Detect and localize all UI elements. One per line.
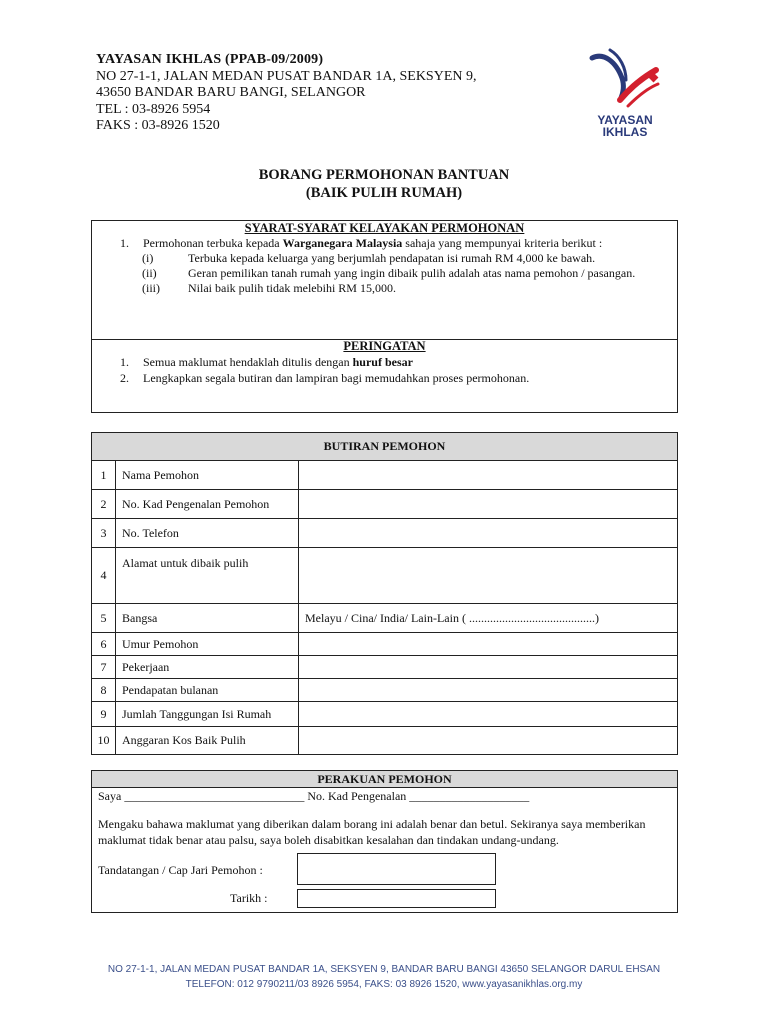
race-field[interactable]: Melayu / Cina/ India/ Lain-Lain ( ..........................................) [299, 604, 678, 633]
row-label: Umur Pemohon [116, 633, 299, 656]
row-number: 10 [92, 727, 116, 755]
monthly-income-field[interactable] [299, 679, 678, 702]
table-row [92, 604, 678, 633]
logo-text-line-2: IKHLAS [602, 125, 648, 139]
signature-label: Tandatangan / Cap Jari Pemohon : [98, 863, 263, 877]
address-line-2: 43650 BANDAR BARU BANGI, SELANGOR [96, 85, 366, 100]
row-label: Jumlah Tanggungan Isi Rumah [116, 702, 299, 727]
table-row [92, 519, 678, 548]
declaration-text-1: Mengaku bahawa maklumat yang diberikan dalam borang ini adalah benar dan betul. Sekiranya saya memberikan [98, 817, 646, 831]
eligibility-subitem: (ii) Geran pemilikan tanah rumah yang ingin dibaik pulih adalah atas nama pemohon / pasangan. [142, 266, 636, 280]
eligibility-subitem: (i) Terbuka kepada keluarga yang berjumlah pendapatan isi rumah RM 4,000 ke bawah. [142, 251, 596, 265]
header-block [96, 52, 476, 135]
row-number: 3 [92, 519, 116, 548]
row-label: Anggaran Kos Baik Pulih [116, 727, 299, 755]
row-label: Bangsa [116, 604, 299, 633]
address-line-1: NO 27-1-1, JALAN MEDAN PUSAT BANDAR 1A, SEKSYEN 9, [96, 68, 477, 84]
logo-text-line-1: YAYASAN [597, 113, 653, 127]
date-box[interactable] [297, 889, 496, 908]
row-number: 6 [92, 633, 116, 656]
applicant-details-heading: BUTIRAN PEMOHON [92, 433, 678, 461]
eligibility-item-1-number: 1. [120, 236, 129, 250]
row-number: 9 [92, 702, 116, 727]
row-label: No. Telefon [116, 519, 299, 548]
footer [0, 962, 768, 992]
repair-address-field[interactable] [299, 548, 678, 604]
form-title-line-1: BORANG PERMOHONAN BANTUAN [258, 167, 510, 183]
row-label: Pendapatan bulanan [116, 679, 299, 702]
eligibility-item-1: 1. Permohonan terbuka kepada Warganegara Malaysia sahaja yang mempunyai kriteria berikut : [120, 236, 603, 250]
household-dependents-field[interactable] [299, 702, 678, 727]
footer-contact: TELEFON: 012 9790211/03 8926 5954, FAKS: 03 8926 1520, www.yayasanikhlas.org.my [185, 979, 583, 990]
age-field[interactable] [299, 633, 678, 656]
eligibility-subitem: (iii) Nilai baik pulih tidak melebihi RM 15,000. [142, 281, 396, 295]
warning-item-2: 2. Lengkapkan segala butiran dan lampiran bagi memudahkan proses permohonan. [120, 371, 530, 385]
row-number: 2 [92, 490, 116, 519]
applicant-details-table [91, 432, 678, 755]
table-header-row [92, 433, 678, 461]
table-row [92, 679, 678, 702]
row-number: 8 [92, 679, 116, 702]
ic-number-field[interactable] [299, 490, 678, 519]
warning-heading: PERINGATAN [343, 339, 426, 353]
eligibility-heading: SYARAT-SYARAT KELAYAKAN PERMOHONAN [244, 221, 525, 235]
logo-emblem-icon [580, 44, 670, 114]
row-number: 5 [92, 604, 116, 633]
row-label: Pekerjaan [116, 656, 299, 679]
occupation-field[interactable] [299, 656, 678, 679]
signature-box[interactable] [297, 853, 496, 885]
name-ic-line[interactable]: Saya ______________________________ No. Kad Pengenalan ____________________ [98, 789, 530, 803]
row-number: 4 [92, 548, 116, 604]
table-row [92, 490, 678, 519]
fax: FAKS : 03-8926 1520 [96, 118, 220, 133]
table-row [92, 461, 678, 490]
row-label: No. Kad Pengenalan Pemohon [116, 490, 299, 519]
telephone: TEL : 03-8926 5954 [96, 101, 211, 117]
footer-address: NO 27-1-1, JALAN MEDAN PUSAT BANDAR 1A, SEKSYEN 9, BANDAR BARU BANGI 43650 SELANGOR DARUL EHSAN [107, 964, 661, 975]
estimated-cost-field[interactable] [299, 727, 678, 755]
row-number: 7 [92, 656, 116, 679]
table-row [92, 656, 678, 679]
table-row [92, 727, 678, 755]
table-row [92, 548, 678, 604]
table-row [92, 633, 678, 656]
yayasan-ikhlas-logo [580, 44, 670, 156]
applicant-declaration-box [91, 770, 678, 913]
declaration-heading: PERAKUAN PEMOHON [92, 771, 677, 788]
form-title-line-2: (BAIK PULIH RUMAH) [305, 185, 463, 201]
row-label: Alamat untuk dibaik pulih [116, 548, 299, 604]
eligibility-and-warning-box [91, 220, 678, 413]
row-number: 1 [92, 461, 116, 490]
table-row [92, 702, 678, 727]
date-label: Tarikh : [230, 891, 268, 905]
warning-item-1: 1. Semua maklumat hendaklah ditulis dengan huruf besar [120, 355, 413, 369]
row-label: Nama Pemohon [116, 461, 299, 490]
declaration-text-2: maklumat tidak benar atau palsu, saya boleh disabitkan kesalahan dan tindakan undang-undang. [98, 833, 559, 847]
organization-name: YAYASAN IKHLAS (PPAB-09/2009) [96, 52, 324, 67]
telephone-field[interactable] [299, 519, 678, 548]
applicant-name-field[interactable] [299, 461, 678, 490]
form-title [0, 166, 768, 202]
